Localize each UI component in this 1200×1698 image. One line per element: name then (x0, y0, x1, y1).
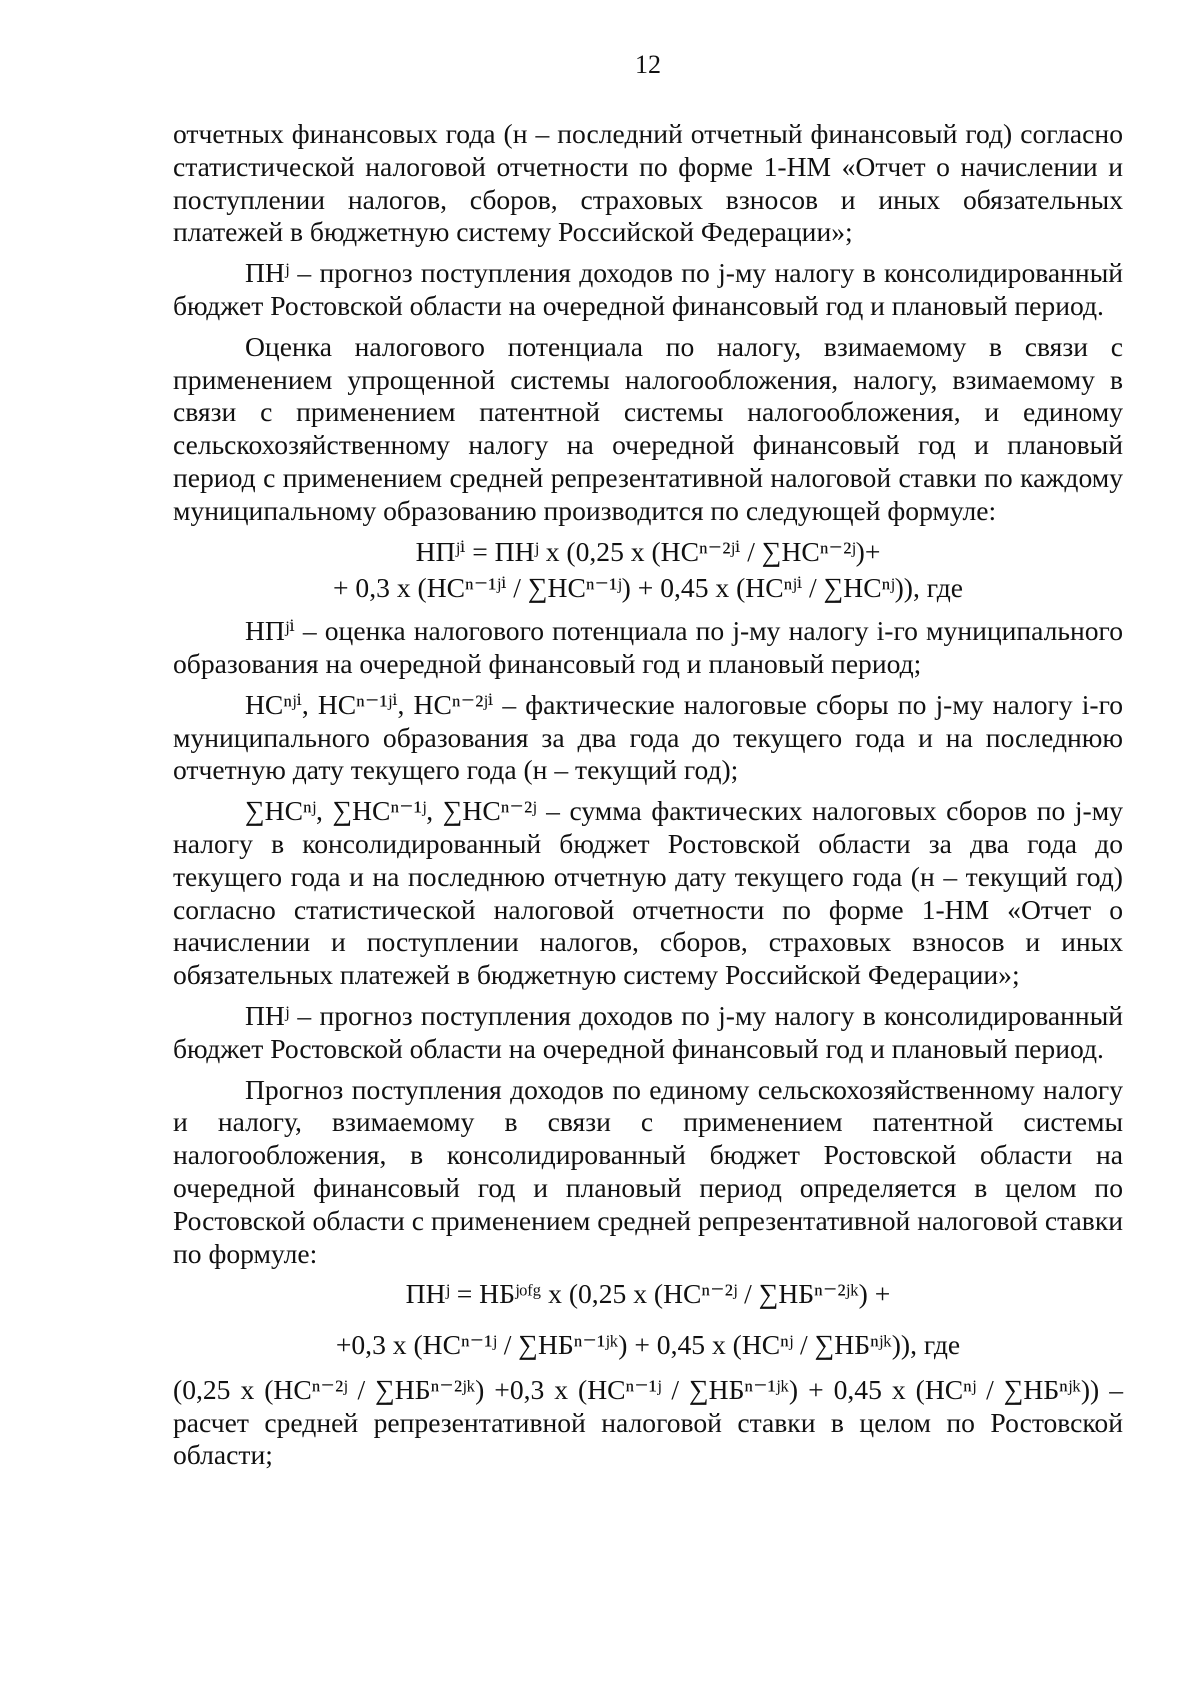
paragraph-sum-ns-definition: ∑НСⁿʲ, ∑НСⁿ⁻¹ʲ, ∑НСⁿ⁻²ʲ – сумма фактических налоговых сборов по j-му налогу в консолидированный бюджет Ростовской области за два года до текущего года и на последнюю отчетную дату текущего года (н – текущий год) согласно статистической налоговой отчетности по форме 1-НМ «Отчет о начислении и поступлении налогов, сборов, страховых взносов и иных обязательных платежей в бюджетную систему Российской Федерации»; (173, 795, 1123, 991)
formula-np-line-1: НПʲⁱ = ПНʲ x (0,25 x (НСⁿ⁻²ʲⁱ / ∑НСⁿ⁻²ʲ)+ (415, 535, 881, 567)
paragraph-tax-potential-assessment: Оценка налогового потенциала по налогу, взимаемому в связи с применением упрощенной системы налогообложения, налогу, взимаемому в связи с применением патентной системы налогообложения, и единому сельскохозяйственному налогу на очередной финансовый год и плановый период с применением средней репрезентативной налоговой ставки по каждому муниципальному образованию производится по следующей формуле: (173, 330, 1123, 526)
paragraph-representative-rate: (0,25 x (НСⁿ⁻²ʲ / ∑НБⁿ⁻²ʲᵏ) +0,3 x (НСⁿ⁻¹ʲ / ∑НБⁿ⁻¹ʲᵏ) + 0,45 x (НСⁿʲ / ∑НБⁿʲᵏ)) – расчет средней репрезентативной налоговой ставки в целом по Ростовской области; (173, 1373, 1123, 1471)
paragraph-pn-definition: ПНʲ – прогноз поступления доходов по j-му налогу в консолидированный бюджет Ростовской области на очередной финансовый год и плановый период. (173, 257, 1123, 321)
paragraph-forecast: Прогноз поступления доходов по единому сельскохозяйственному налогу и налогу, взимаемому в связи с применением патентной системы налогообложения, в консолидированный бюджет Ростовской области на очередной финансовый год и плановый период определяется в целом по Ростовской области с применением средней репрезентативной налоговой ставки по формуле: (173, 1073, 1123, 1269)
paragraph-ns-definition: НСⁿʲⁱ, НСⁿ⁻¹ʲⁱ, НСⁿ⁻²ʲⁱ – фактические налоговые сборы по j-му налогу i-го муниципального образования за два года до текущего года и на последнюю отчетную дату текущего года (н – текущий год); (173, 688, 1123, 786)
paragraph-np-definition: НПʲⁱ – оценка налогового потенциала по j-му налогу i-го муниципального образования на очередной финансовый год и плановый период; (173, 615, 1123, 679)
formula-np-line-2: + 0,3 x (НСⁿ⁻¹ʲⁱ / ∑НСⁿ⁻¹ʲ) + 0,45 x (НСⁿʲⁱ / ∑НСⁿʲ)), где (332, 572, 964, 604)
page-number: 12 (635, 50, 661, 79)
formula-pn-line-1: ПНʲ = НБʲᵒᶠᵍ x (0,25 x (НСⁿ⁻²ʲ / ∑НБⁿ⁻²ʲᵏ) + (405, 1278, 891, 1310)
paragraph-continuation: отчетных финансовых года (н – последний отчетный финансовый год) согласно статистической налоговой отчетности по форме 1-НМ «Отчет о начислении и поступлении налогов, сборов, страховых взносов и иных обязательных платежей в бюджетную систему Российской Федерации»; (173, 118, 1123, 248)
paragraph-pn-definition-2: ПНʲ – прогноз поступления доходов по j-му налогу в консолидированный бюджет Ростовской области на очередной финансовый год и плановый период. (173, 999, 1123, 1064)
document-body (173, 118, 1123, 1480)
formula-pn-line-2: +0,3 x (НСⁿ⁻¹ʲ / ∑НБⁿ⁻¹ʲᵏ) + 0,45 x (НСⁿʲ / ∑НБⁿʲᵏ)), где (335, 1329, 961, 1361)
